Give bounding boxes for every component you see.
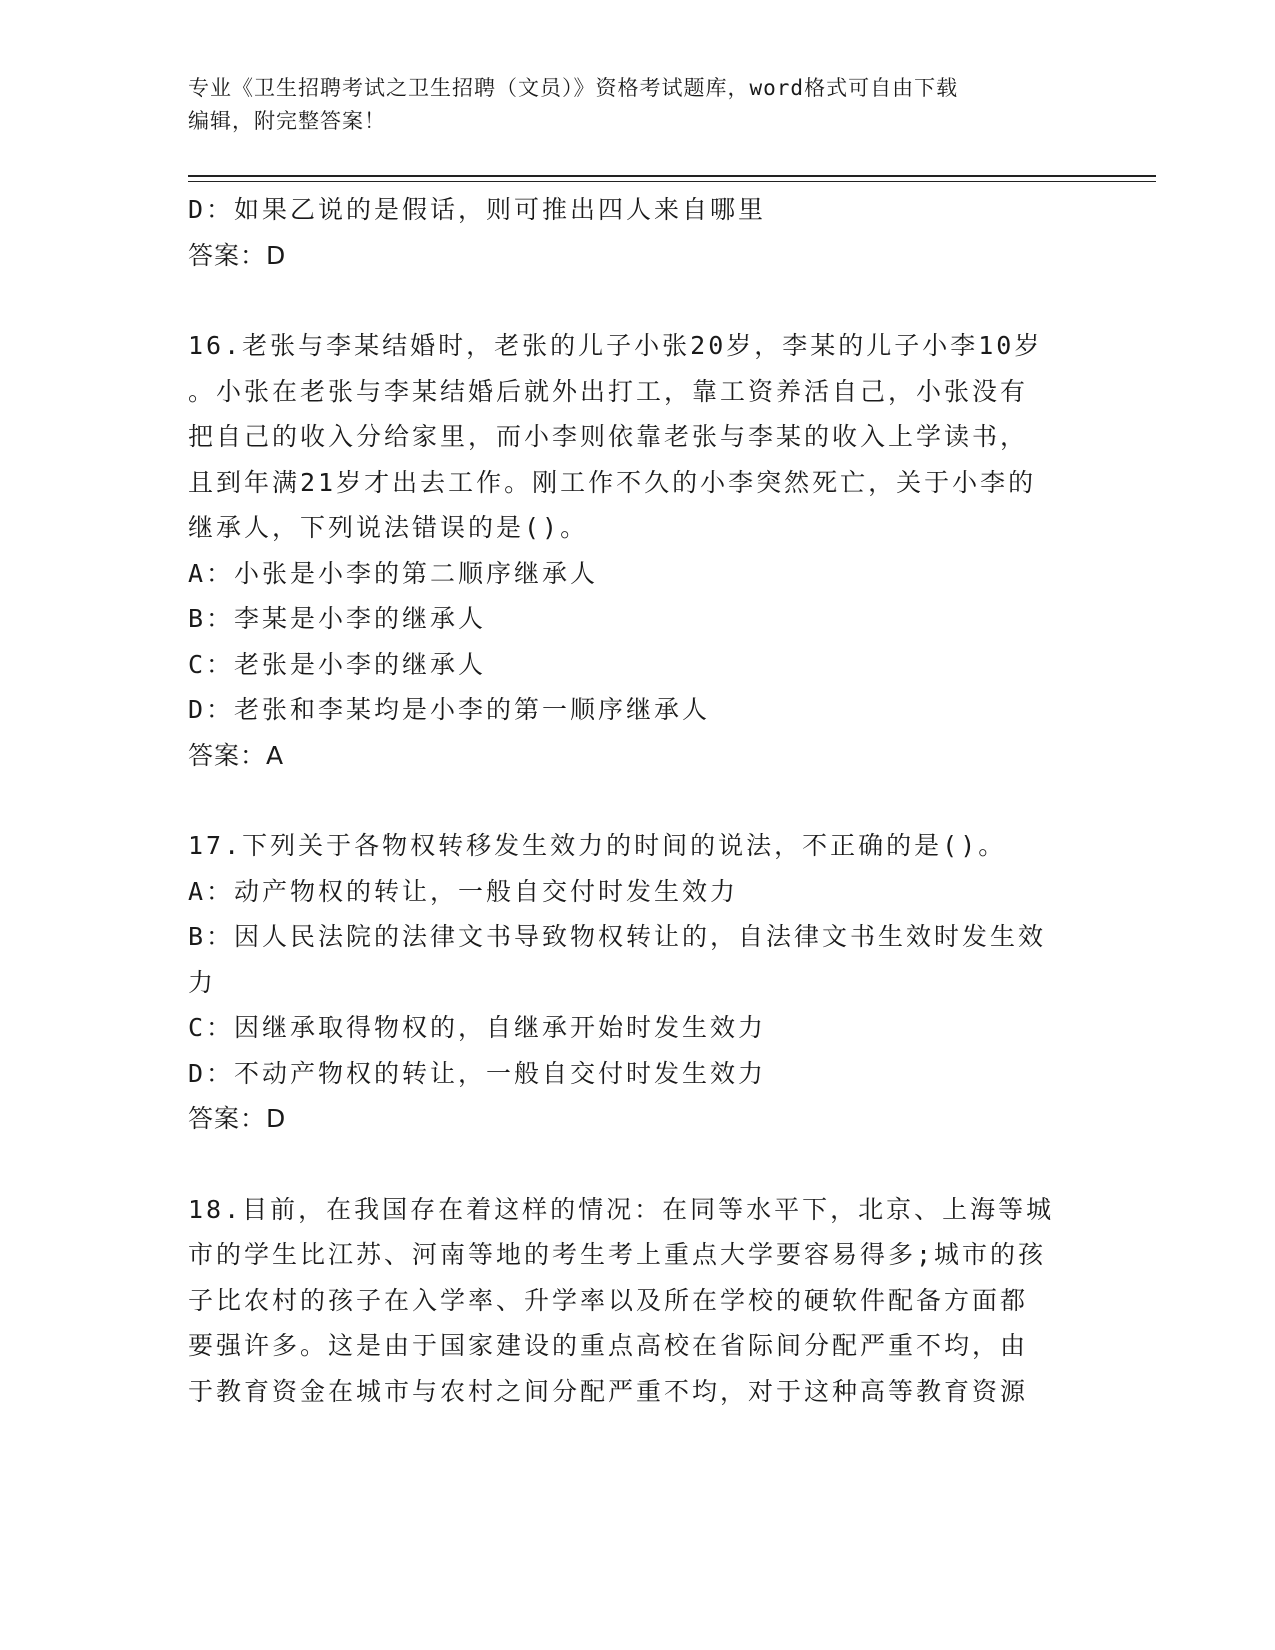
question-stem-line: 17.下列关于各物权转移发生效力的时间的说法，不正确的是()。 [188, 831, 1007, 860]
carryover-option-d: D：如果乙说的是假话，则可推出四人来自哪里 [188, 195, 767, 224]
answer: 答案：D [188, 1104, 287, 1133]
option-d: D：不动产物权的转让，一般自交付时发生效力 [188, 1058, 767, 1088]
question-stem-line: 子比农村的孩子在入学率、升学率以及所在学校的硬软件配备方面都 [188, 1285, 1029, 1315]
document-body [188, 187, 1078, 1414]
option-c: C：因继承取得物权的，自继承开始时发生效力 [188, 1013, 767, 1042]
header-line-1: 专业《卫生招聘考试之卫生招聘（文员）》资格考试题库，word格式可自由下载 [188, 76, 959, 100]
header-divider-thick [188, 175, 1156, 177]
question-stem-line: 市的学生比江苏、河南等地的考生考上重点大学要容易得多;城市的孩 [188, 1240, 1047, 1269]
option-c: C：老张是小李的继承人 [188, 649, 487, 679]
spacer [188, 1142, 1078, 1187]
spacer [188, 278, 1078, 323]
answer: 答案：A [188, 740, 285, 770]
question-stem-line: 于教育资金在城市与农村之间分配严重不均，对于这种高等教育资源 [188, 1376, 1029, 1406]
option-a: A：动产物权的转让，一般自交付时发生效力 [188, 876, 739, 906]
question-16 [188, 323, 1078, 778]
header-line-2: 编辑，附完整答案！ [188, 109, 386, 133]
question-stem-line: 要强许多。这是由于国家建设的重点高校在省际间分配严重不均，由 [188, 1331, 1029, 1360]
document-header [188, 72, 1088, 138]
question-stem-line: 继承人，下列说法错误的是()。 [188, 513, 589, 542]
header-divider-thin [188, 181, 1156, 182]
option-a: A：小张是小李的第二顺序继承人 [188, 558, 599, 588]
question-stem-line: 18.目前，在我国存在着这样的情况：在同等水平下，北京、上海等城 [188, 1194, 1055, 1224]
question-18 [188, 1187, 1078, 1415]
option-b-continued: 力 [188, 967, 217, 997]
question-stem-line: 把自己的收入分给家里，而小李则依靠老张与李某的收入上学读书， [188, 422, 1029, 451]
question-17 [188, 823, 1078, 1142]
question-stem-line: 。小张在老张与李某结婚后就外出打工，靠工资养活自己，小张没有 [188, 376, 1029, 406]
spacer [188, 778, 1078, 823]
carryover-answer: 答案：D [188, 240, 287, 270]
option-b: B：因人民法院的法律文书导致物权转让的，自法律文书生效时发生效 [188, 922, 1047, 951]
option-b: B：李某是小李的继承人 [188, 604, 487, 633]
question-stem-line: 且到年满21岁才出去工作。刚工作不久的小李突然死亡，关于小李的 [188, 467, 1037, 497]
question-stem-line: 16.老张与李某结婚时，老张的儿子小张20岁，李某的儿子小李10岁 [188, 331, 1043, 360]
option-d: D：老张和李某均是小李的第一顺序继承人 [188, 695, 711, 724]
